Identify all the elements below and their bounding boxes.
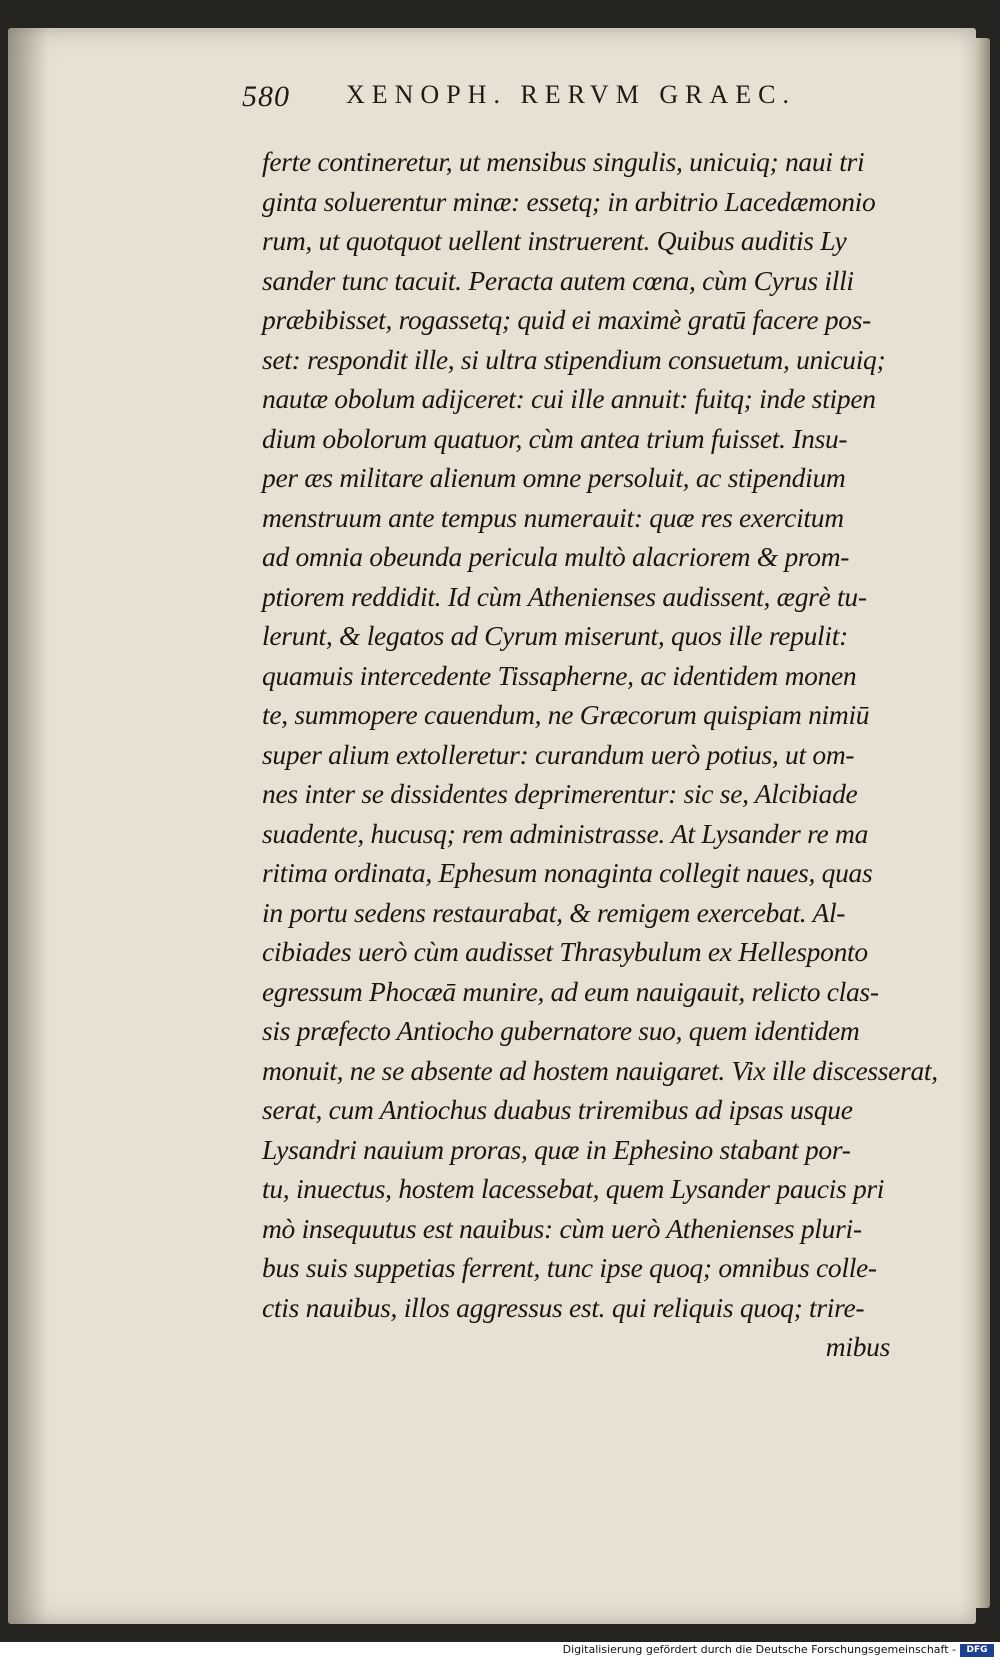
- text-line: suadente, hucusq; rem administrasse. At Lysander re ma: [262, 817, 869, 849]
- text-line: lerunt, & legatos ad Cyrum miserunt, quos ille repulit:: [262, 620, 848, 651]
- running-title: XENOPH. RERVM GRAEC.: [346, 80, 796, 109]
- dfg-logo-icon: DFG: [960, 1644, 994, 1657]
- text-line: cibiades uerò cùm audisset Thrasybulum ex Hellesponto: [262, 936, 868, 967]
- gutter-shadow: [8, 28, 48, 1624]
- text-line: præbibisset, rogassetq; quid ei maximè gratū facere pos-: [262, 304, 872, 335]
- text-line: ritima ordinata, Ephesum nonaginta collegit naues, quas: [262, 857, 873, 888]
- text-line: Lysandri nauium proras, quæ in Ephesino stabant por-: [262, 1133, 851, 1165]
- text-line: ad omnia obeunda pericula multò alacriorem & prom-: [262, 541, 850, 572]
- text-line: set: respondit ille, si ultra stipendium consuetum, unicuiq;: [262, 343, 886, 375]
- text-line: serat, cum Antiochus duabus triremibus ad ipsas usque: [262, 1094, 853, 1125]
- text-line: egressum Phocæā munire, ad eum nauigauit, relicto clas-: [262, 975, 879, 1007]
- catchword: mibus: [825, 1331, 890, 1362]
- text-line: ferte contineretur, ut mensibus singulis, unicuiq; naui tri: [262, 146, 865, 177]
- text-line: per æs militare alienum omne persoluit, ac stipendium: [262, 462, 846, 493]
- text-line: bus suis suppetias ferrent, tunc ipse quoq; omnibus colle-: [262, 1252, 877, 1283]
- text-line: ptiorem reddidit. Id cùm Athenienses audissent, ægrè tu-: [262, 580, 867, 612]
- text-line: tu, inuectus, hostem lacessebat, quem Lysander paucis pri: [262, 1173, 885, 1204]
- text-line: dium obolorum quatuor, cùm antea trium fuisset. Insu-: [262, 422, 848, 454]
- text-line: menstruum ante tempus numerauit: quæ res exercitum: [262, 501, 844, 533]
- text-line: nes inter se dissidentes deprimerentur: sic se, Alcibiade: [262, 778, 858, 809]
- text-line: ctis nauibus, illos aggressus est. qui reliquis quoq; trire-: [262, 1291, 865, 1323]
- funding-credit: Digitalisierung gefördert durch die Deutsche Forschungsgemeinschaft -: [562, 1643, 956, 1656]
- text-line: ginta soluerentur minæ: essetq; in arbitrio Lacedæmonio: [262, 185, 876, 217]
- text-line: quamuis intercedente Tissapherne, ac identidem monen: [262, 659, 857, 691]
- text-line: super alium extolleretur: curandum uerò potius, ut om-: [262, 738, 855, 770]
- text-line: te, summopere cauendum, ne Græcorum quispiam nimiū: [262, 699, 870, 730]
- footer-bar: [0, 1642, 1000, 1660]
- text-block: [262, 142, 938, 1367]
- text-line: in portu sedens restaurabat, & remigem exercebat. Al-: [262, 896, 846, 928]
- text-line: monuit, ne se absente ad hostem nauigaret. Vix ille discesserat,: [262, 1054, 938, 1086]
- text-line: mò insequutus est nauibus: cùm uerò Athenienses pluri-: [262, 1212, 862, 1244]
- text-line: rum, ut quotquot uellent instruerent. Quibus auditis Ly: [262, 225, 847, 256]
- text-line: sis præfecto Antiocho gubernatore suo, quem identidem: [262, 1015, 860, 1046]
- running-head: [242, 74, 882, 114]
- text-line: nautæ obolum adijceret: cui ille annuit: fuitq; inde stipen: [262, 383, 876, 414]
- page-edge: [976, 38, 990, 1608]
- text-line: sander tunc tacuit. Peracta autem cœna, cùm Cyrus illi: [262, 264, 854, 296]
- page-number: 580: [242, 80, 290, 113]
